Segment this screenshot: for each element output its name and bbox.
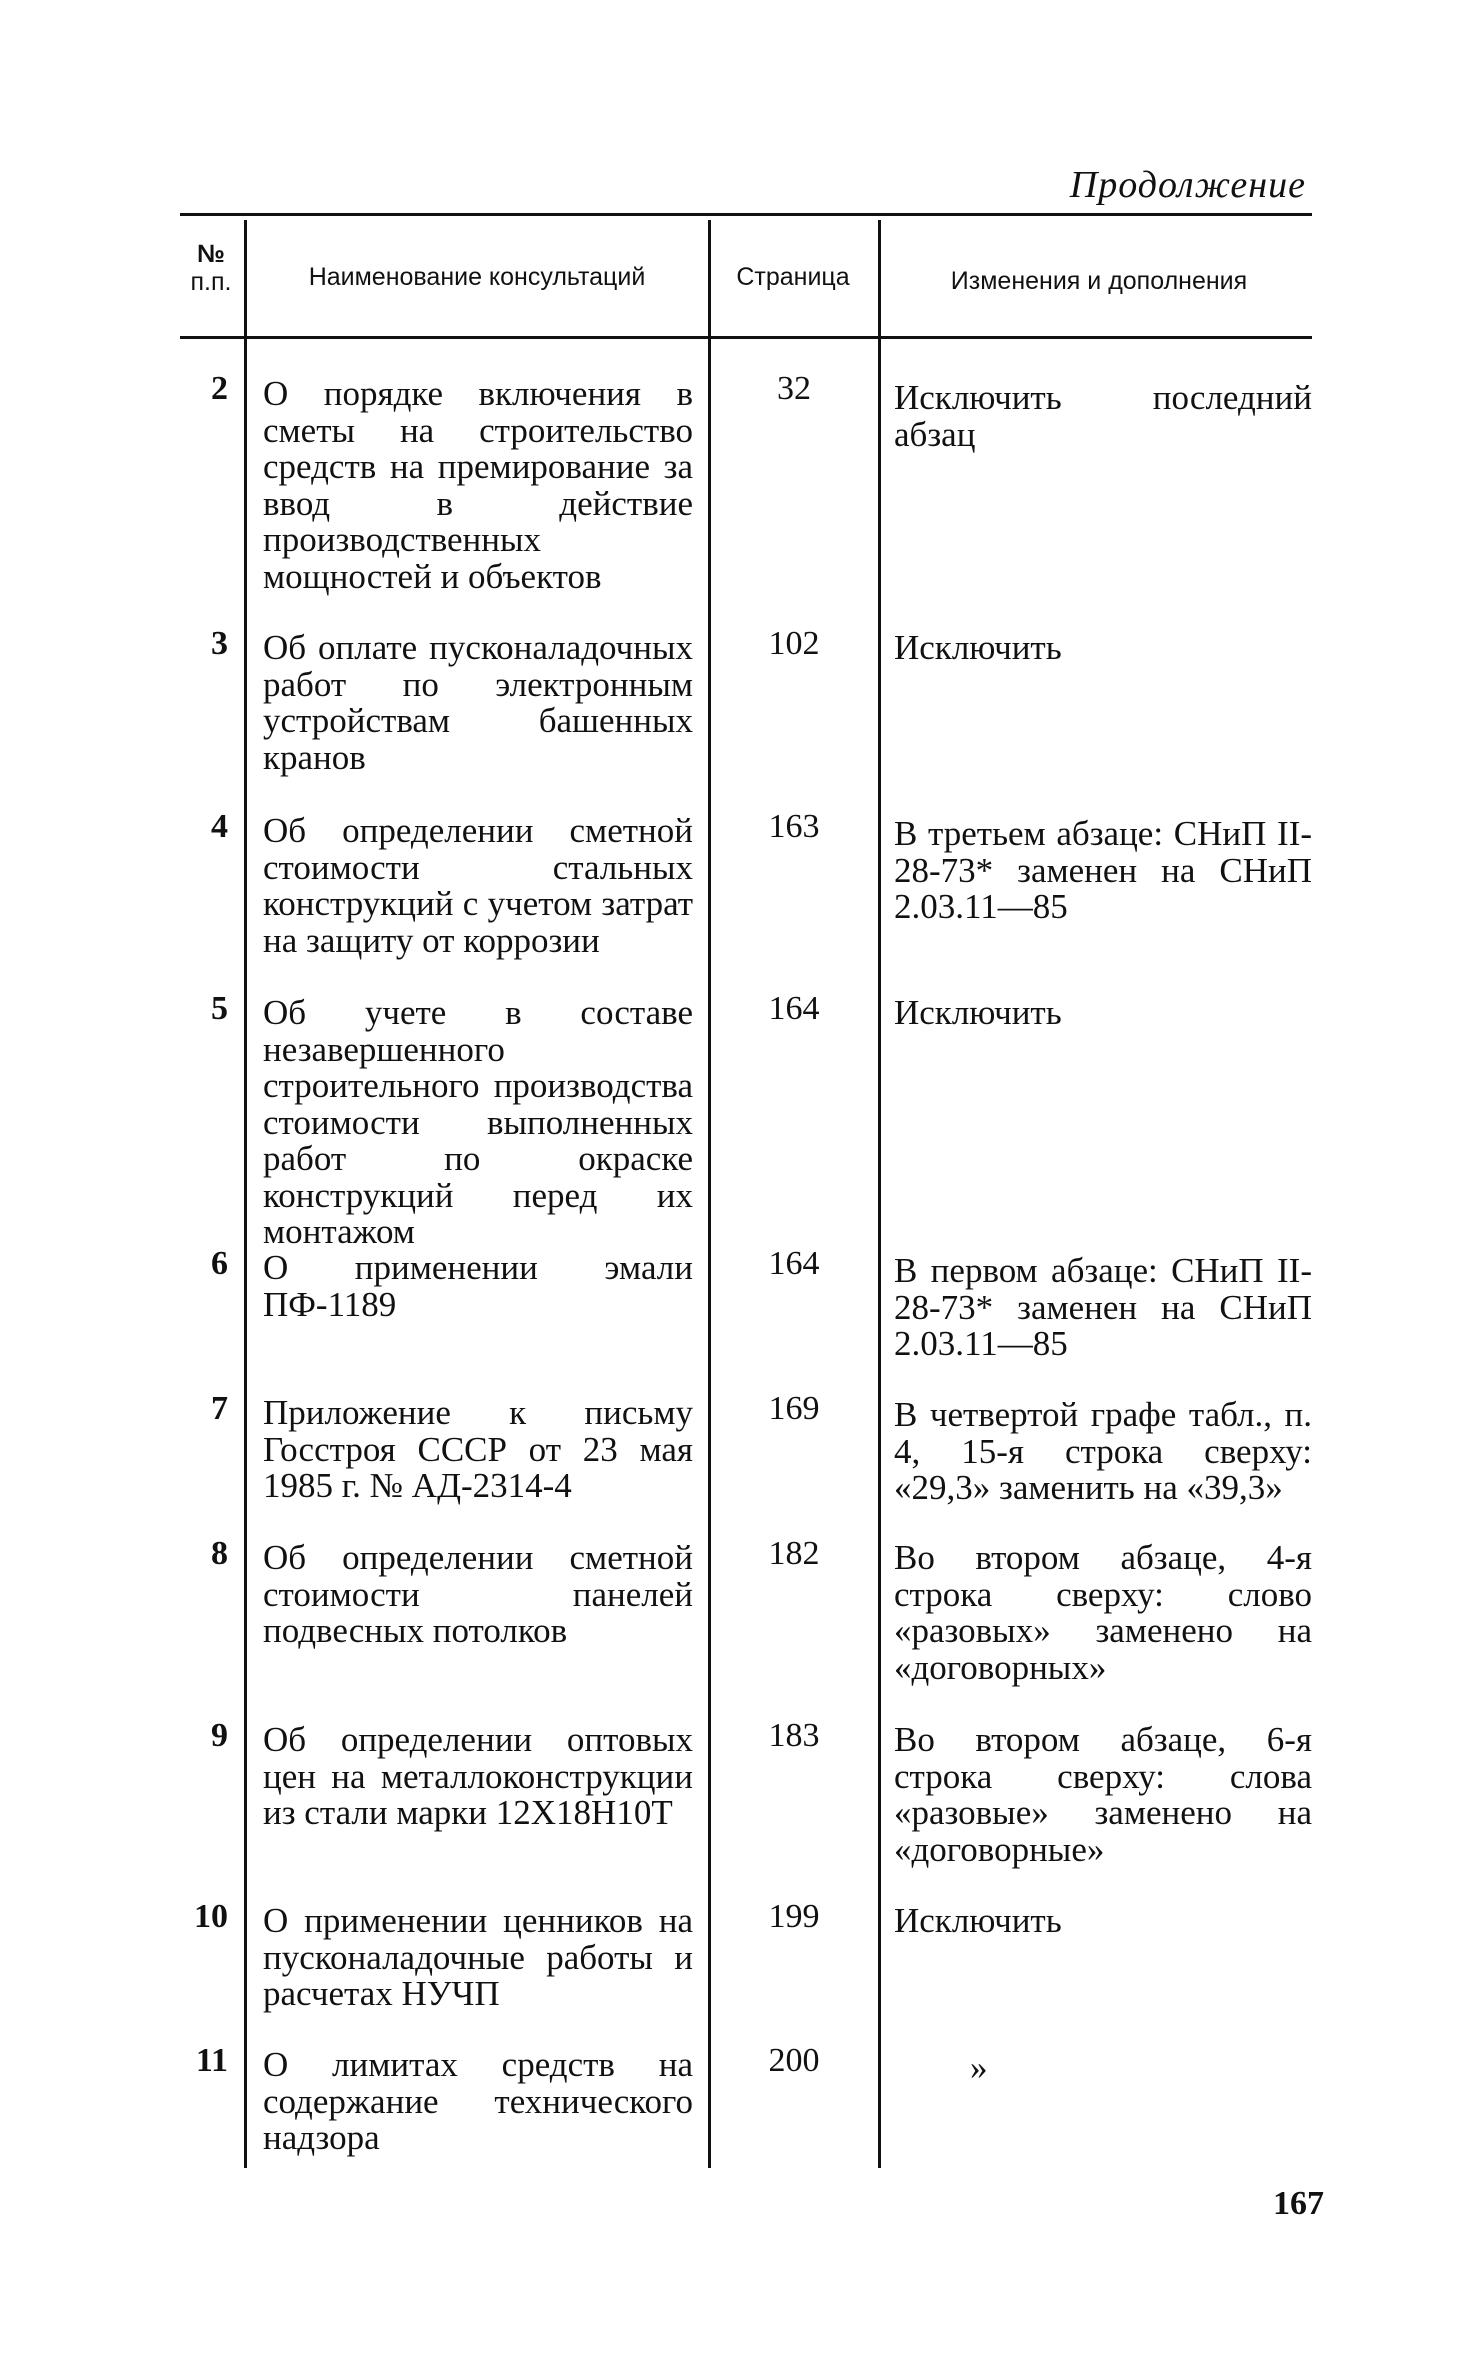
row-page: 163 [768, 808, 820, 845]
row-name: Об определении сметной стоимости стальных конструкций с учетом затрат на защиту от коррозии [263, 811, 693, 960]
row-page: 32 [777, 370, 811, 407]
row-number: 2 [211, 370, 228, 407]
header-num-top: № [197, 240, 225, 268]
header-name: Наименование консультаций [308, 263, 646, 291]
row-name: О лимитах средств на содержание технического надзора [263, 2045, 693, 2157]
header-num [180, 240, 242, 296]
row-name: Об учете в составе незавершенного строительного производства стоимости выполненных работ по окраске конструкций перед их монтажом [263, 993, 693, 1251]
header-changes: Изменения и дополнения [950, 267, 1248, 295]
row-name: О порядке включения в сметы на строительство средств на премирование за ввод в действие производственных мощностей и объектов [263, 374, 693, 596]
row-number: 9 [211, 1717, 228, 1754]
row-number: 8 [211, 1535, 228, 1572]
row-number: 6 [211, 1245, 228, 1282]
row-number: 11 [195, 2042, 228, 2079]
row-name: Приложение к письму Госстроя СССР от 23 мая 1985 г. № АД-2314-4 [263, 1393, 693, 1505]
continuation-label: Продолжение [1069, 164, 1306, 206]
row-change: В третьем абзаце: СНиП II-28-73* заменен на СНиП 2.03.11—85 [894, 814, 1312, 926]
row-page: 169 [768, 1390, 820, 1427]
divider-page-changes [878, 220, 881, 2168]
row-change: Исключить последний абзац [894, 378, 1312, 454]
row-change: Исключить [894, 628, 1062, 667]
row-page: 164 [768, 990, 820, 1027]
row-change: Исключить [894, 1901, 1062, 1940]
row-page: 164 [768, 1245, 820, 1282]
header-num-bottom: п.п. [190, 268, 232, 296]
row-page: 200 [768, 2042, 820, 2079]
row-number: 3 [211, 625, 228, 662]
row-change: В первом абзаце: СНиП II-28-73* заменен на СНиП 2.03.11—85 [894, 1251, 1312, 1363]
row-name: О применении ценников на пусконаладочные работы и расчетах НУЧП [263, 1901, 693, 2013]
divider-name-page [708, 220, 711, 2168]
row-change: Исключить [894, 993, 1062, 1032]
row-change: » [970, 2048, 988, 2087]
row-change: В четвертой графе табл., п. 4, 15-я строка сверху: «29,3» заменить на «39,3» [894, 1395, 1312, 1507]
row-page: 182 [768, 1535, 820, 1572]
row-change: Во втором абзаце, 6-я строка сверху: слова «разовые» заменено на «договорные» [894, 1720, 1312, 1869]
row-number: 7 [211, 1390, 228, 1427]
row-number: 10 [194, 1898, 228, 1935]
row-page: 183 [768, 1717, 820, 1754]
row-page: 199 [768, 1898, 820, 1935]
row-name: О применении эмали ПФ-1189 [263, 1248, 693, 1324]
header-bottom-rule [180, 336, 1312, 339]
row-number: 4 [211, 808, 228, 845]
row-change: Во втором абзаце, 4-я строка сверху: слово «разовых» заменено на «договорных» [894, 1538, 1312, 1687]
row-page: 102 [768, 625, 820, 662]
row-number: 5 [211, 990, 228, 1027]
divider-num-name [244, 220, 247, 2168]
page-number: 167 [1273, 2185, 1324, 2222]
row-name: Об определении оптовых цен на металлоконструкции из стали марки 12Х18Н10Т [263, 1720, 693, 1832]
table-top-rule [180, 213, 1312, 216]
row-name: Об определении сметной стоимости панелей подвесных потолков [263, 1538, 693, 1650]
header-page: Страница [736, 263, 850, 291]
row-name: Об оплате пусконаладочных работ по электронным устройствам башенных кранов [263, 628, 693, 777]
